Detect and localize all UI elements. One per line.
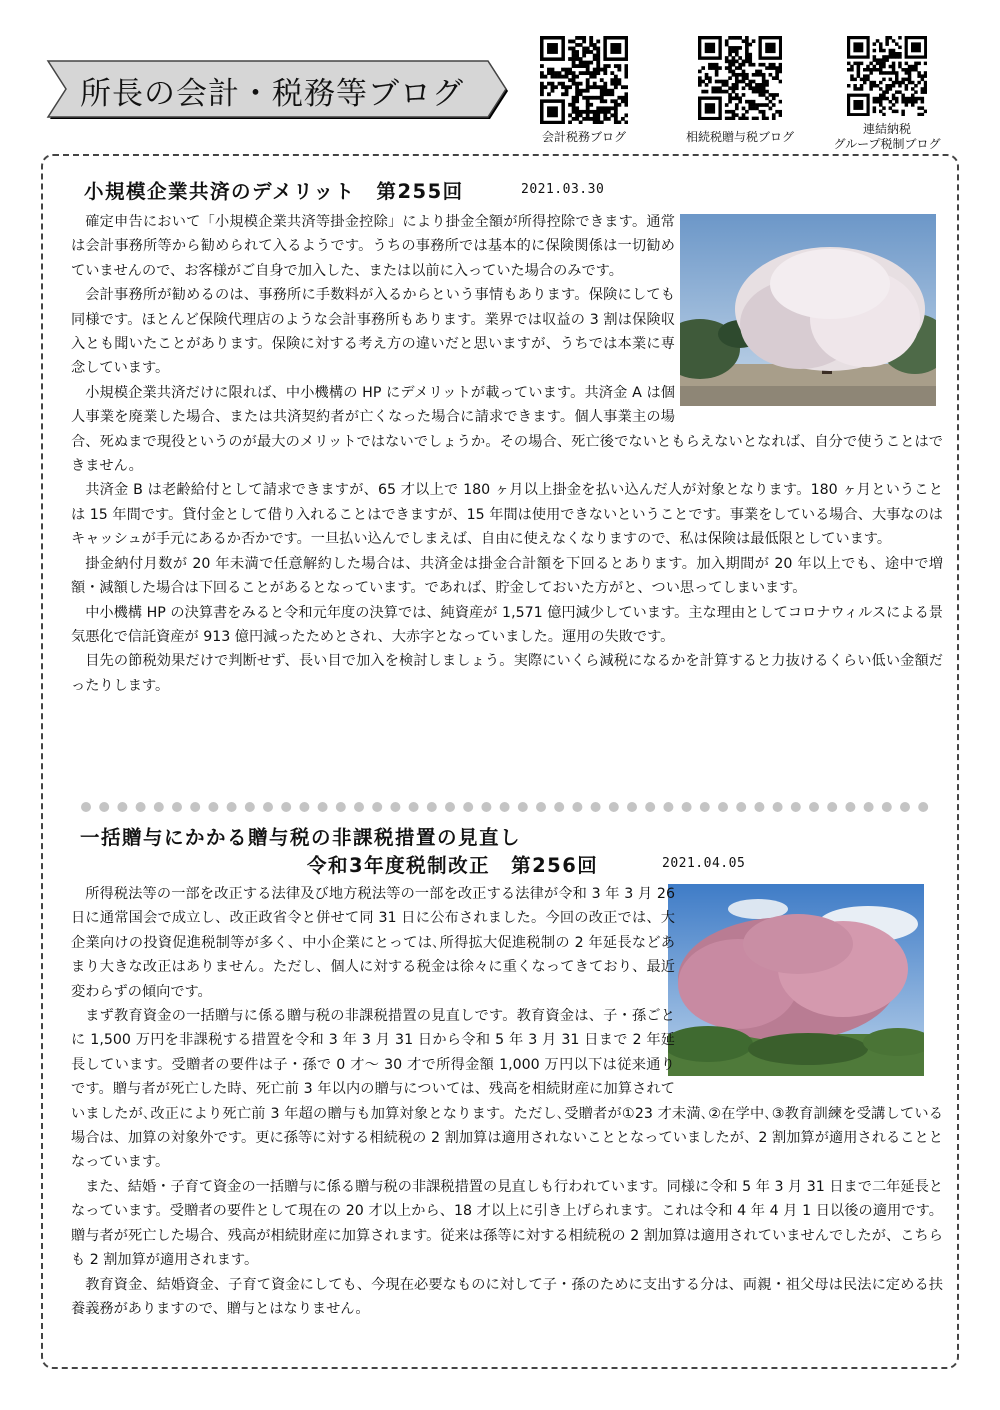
article2-date: 2021.04.05	[662, 856, 746, 871]
dotted-separator	[80, 800, 930, 814]
article2-title: 一括贈与にかかる贈与税の非課税措置の見直し	[80, 826, 522, 849]
article1-title: 小規模企業共済のデメリット 第255回	[84, 180, 464, 203]
photo-spacer	[675, 210, 943, 416]
article1-body	[71, 210, 943, 698]
article1-date: 2021.03.30	[521, 182, 605, 197]
page-title: 所長の会計・税務等ブログ	[80, 76, 464, 112]
article2-paragraph: 教育資金、結婚資金、子育て資金にしても、今現在必要なものに対して子・孫のために支出する分は、両親・祖父母は民法に定める扶養義務がありますので、贈与とはなりません。	[71, 1276, 943, 1317]
article1-paragraph: 目先の節税効果だけで判断せず、長い目で加入を検討しましょう。実際にいくら減税になるかを計算すると力抜けるくらい低い金額だったりします。	[71, 653, 943, 694]
qr-group-tax-blog[interactable]	[812, 36, 962, 152]
article1-paragraph: 確定申告において「小規模企業共済等掛金控除」により掛金全額が所得控除できます。通常は会計事務所等から勧められて入るようです。うちの事務所では基本的に保険関係は一切勧めていませんので、お客様がご自身で加入した、または以前に入っていた場合のみです。	[71, 214, 675, 279]
qr-label-line1: 連結納税	[862, 122, 911, 136]
qr-code-icon	[540, 36, 628, 124]
article1-paragraph: 中小機構 HP の決算書をみると令和元年度の決算では、純資産が 1,571 億円減少しています。主な理由としてコロナウィルスによる景気悪化で信託資産が 913 億円減ったためとされ、大赤字となっていました。運用の失敗です。	[71, 604, 943, 645]
qr-inheritance-blog[interactable]	[665, 36, 815, 145]
article2-paragraph: まず教育資金の一括贈与に係る贈与税の非課税措置の見直しです。教育資金は、子・孫ごとに 1,500 万円を非課税する措置を令和 3 年 3 月 31 日から令和 5 年 3 月 31 日まで 2 年延長しています。受贈者の要件は子・孫で 0 才～ 30 才で所得金額 1,000 万円以下は従来通りです。贈与者が死亡した時、死亡前 3 年以内の贈与については、残高を相続財産に加算されていましたが､改正により死亡前 3 年超の贈与も加算対象となります。ただし､受贈者が①23 才未満､②在学中､③教育訓練を受講している場合は、加算の対象外です。更に孫等に対する相続税の 2 割加算は適用されないこととなっていましたが、2 割加算が適用されることとなっています。	[71, 1008, 943, 1171]
article1-paragraph: 会計事務所が勧めるのは、事務所に手数料が入るからという事情もあります。保険にしても同様です。ほとんど保険代理店のような会計事務所もあります。業界では収益の 3 割は保険収入とも聞いたことがあります。保険に対する考え方の違いだと思いますが、うちでは本業に専念しています。	[71, 287, 675, 377]
qr-accounting-blog[interactable]	[528, 36, 640, 145]
qr-code-icon	[698, 36, 782, 120]
qr-label: 相続税贈与税ブログ	[685, 130, 794, 144]
article2-subtitle: 令和3年度税制改正 第256回	[307, 854, 599, 877]
article2-paragraph: また、結婚・子育て資金の一括贈与に係る贈与税の非課税措置の見直しも行われています。同様に令和 5 年 3 月 31 日まで二年延長となっています。受贈者の要件として現在の 20 才以上から、18 才以上に引き上げられます。これは令和 4 年 4 月 1 日以後の適用です。贈与者が死亡した場合、残高が相続財産に加算されます。従来は孫等に対する相続税の 2 割加算は適用されていませんでしたが、こちらも 2 割加算が適用されます。	[71, 1178, 943, 1269]
header-banner	[18, 58, 508, 120]
article2-paragraph: 所得税法等の一部を改正する法律及び地方税法等の一部を改正する法律が令和 3 年 3 月 26 日に通常国会で成立し、改正政省令と併せて同 31 日に公布されました。今回の改正では、大企業向けの投資促進税制等が多く、中小企業にとっては､所得拡大促進税制の 2 年延長などあまり大きな改正はありません。ただし、個人に対する税金は徐々に重くなってきており、最近変わらずの傾向です。	[71, 886, 675, 1000]
qr-label-line2: グループ税制ブログ	[833, 137, 941, 151]
article2-body	[71, 882, 943, 1321]
qr-label: 会計税務ブログ	[541, 130, 626, 144]
photo-spacer	[675, 882, 943, 1078]
article1-paragraph: 小規模企業共済だけに限れば、中小機構の HP にデメリットが載っています。共済金 A は個人事業を廃業した場合、または共済契約者が亡くなった場合に請求できます。個人事業主の場合、死ぬまで現役というのが最大のメリットではないでしょうか。その場合、死亡後でないともらえないとなれば、自分で使うことはできません。	[71, 384, 943, 475]
article1-paragraph: 共済金 B は老齢給付として請求できますが、65 才以上で 180 ヶ月以上掛金を払い込んだ人が対象となります。180 ヶ月ということは 15 年間です。貸付金として借り入れることはできますが、15 年間は使用できないということです。事業をしている場合、大事なのはキャッシュが手元にあるか否かです。一旦払い込んでしまえば、自由に使えなくなりますので、私は保険は最低限としています。	[71, 482, 943, 548]
article1-paragraph: 掛金納付月数が 20 年未満で任意解約した場合は、共済金は掛金合計額を下回るとあります。加入期間が 20 年以上でも、途中で増額・減額した場合は下回ることがあるとなっています。であれば、貯金しておいた方がと、つい思ってしまいます。	[71, 555, 943, 597]
qr-code-icon	[847, 36, 927, 116]
